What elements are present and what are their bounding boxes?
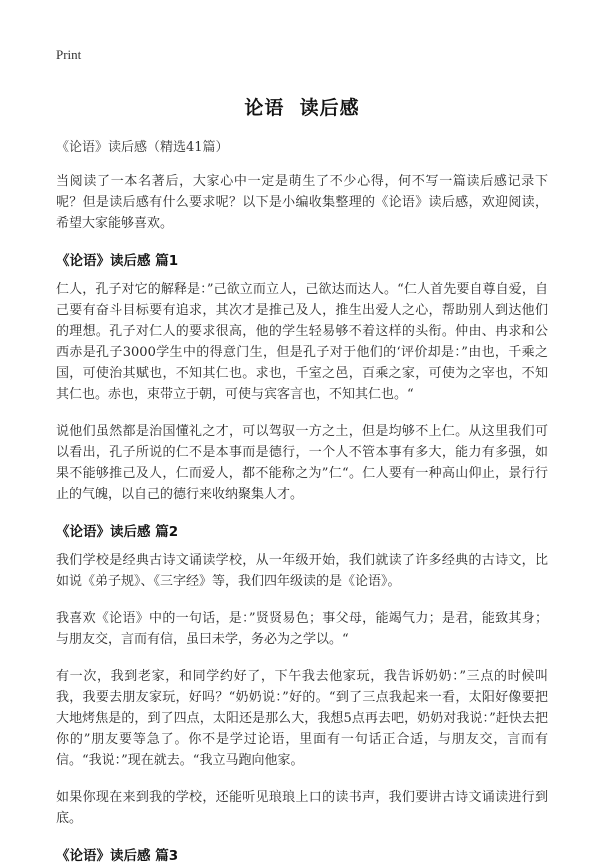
section-1-paragraph-1: 仁人，孔子对它的解释是：”己欲立而立人，己欲达而达人。“仁人首先要自尊自爱，自己要有奋斗目标要有追求，其次才是推己及人，推生出爱人之心，帮助别人到达他们的理想。孔子对仁人的要求很高，他的学生轻易够不着这样的头衔。仲由、冉求和公西赤是孔子3000学生中的得意门生，但是孔子对于他们的‘评价却是：”由也，千乘之国，可使治其赋也，不知其仁也。求也，千室之邑，百乘之家，可使为之宰也，不知其仁也。赤也，束带立于朝，可使与宾客言也，不知其仁也。“ [56,282,548,402]
section-2-paragraph-3: 有一次，我到老家，和同学约好了，下午我去他家玩，我告诉奶奶：”三点的时候叫我，我要去朋友家玩，好吗？“奶奶说：”好的。“到了三点我起来一看，太阳好像要把大地烤焦是的，到了四点，太阳还是那么大，我想5点再去吧，奶奶对我说：”赶快去把你的”朋友要等急了。你不是学过论语，里面有一句话正合适，与朋友交，言而有信。“我说：”现在就去。“我立马跑向他家。 [56,669,548,768]
section-2-paragraph-2: 我喜欢《论语》中的一句话，是：”贤贤易色；事父母，能竭气力；是君，能致其身；与朋友交，言而有信，虽曰未学，务必为之学以。“ [56,611,548,647]
section-heading-1: 《论语》读后感 篇1 [56,253,179,269]
section-2-paragraph-4: 如果你现在来到我的学校，还能听见琅琅上口的读书声，我们要讲古诗文诵读进行到底。 [56,790,548,826]
section-1-paragraph-2: 说他们虽然都是治国懂礼之才，可以驾驭一方之土，但是均够不上仁。从这里我们可以看出，孔子所说的仁不是本事而是德行，一个人不管本事有多大，能力有多强，如果不能够推己及人，仁而爱人，都不能称之为”仁“。仁人要有一种高山仰止，景行行止的气魄，以自己的德行来收纳聚集人才。 [56,424,548,502]
document-subtitle: 《论语》读后感（精选41篇） [56,140,229,155]
print-link[interactable]: Print [56,47,82,62]
intro-paragraph: 当阅读了一本名著后，大家心中一定是萌生了不少心得，何不写一篇读后感记录下呢？但是读后感有什么要求呢？以下是小编收集整理的《论语》读后感，欢迎阅读，希望大家能够喜欢。 [56,174,548,231]
section-heading-2: 《论语》读后感 篇2 [56,524,179,540]
page-title: 论语 读后感 [244,97,360,119]
section-heading-3: 《论语》读后感 篇3 [56,848,179,864]
section-2-paragraph-1: 我们学校是经典古诗文诵读学校，从一年级开始，我们就读了许多经典的古诗文，比如说《弟子规》、《三字经》等，我们四年级读的是《论语》。 [56,553,548,589]
